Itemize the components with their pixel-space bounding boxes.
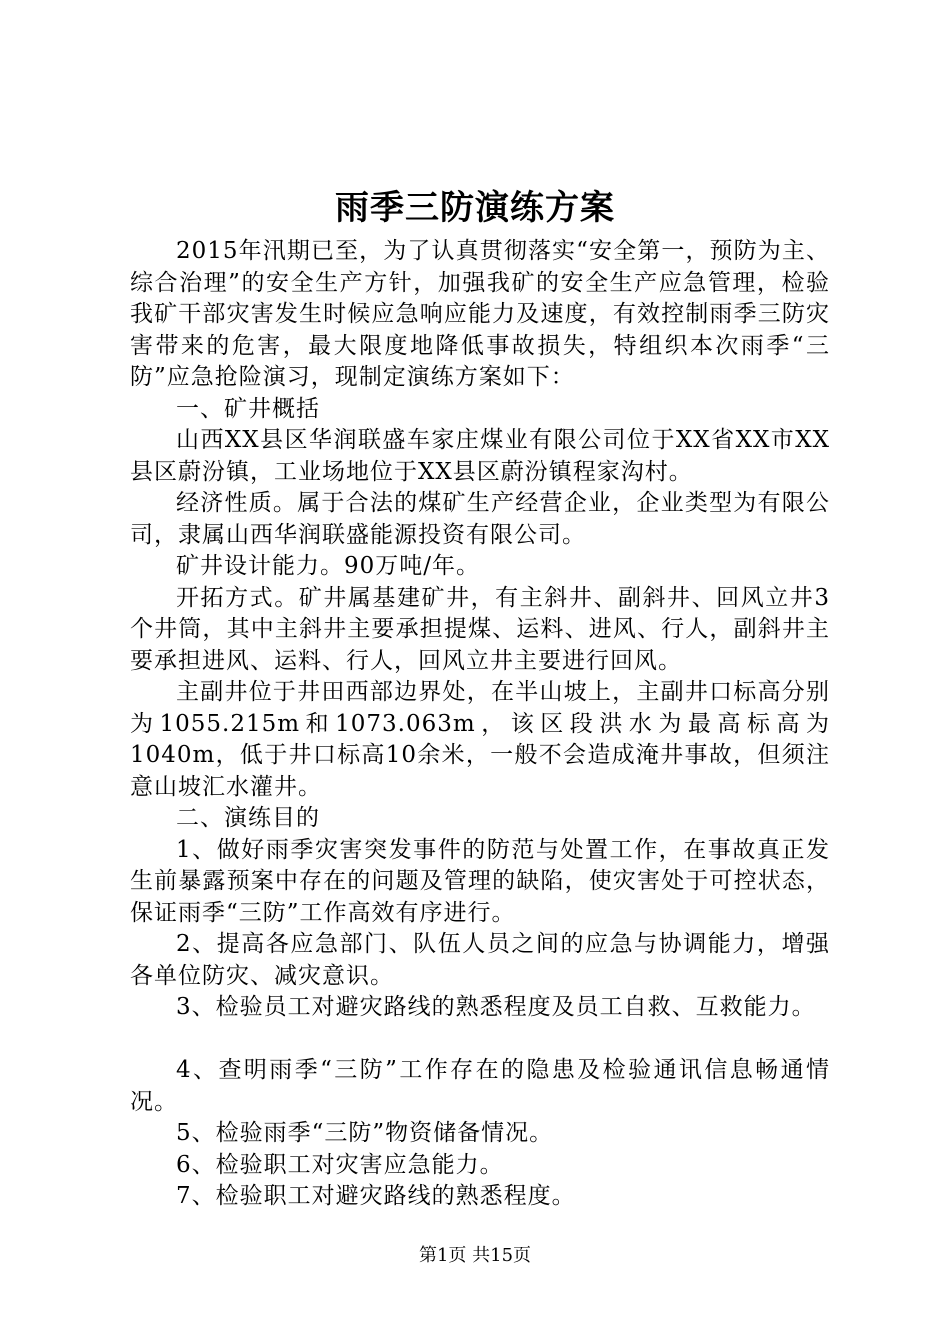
purpose-item-4: 4、查明雨季“三防”工作存在的隐患及检验通讯信息畅通情况。 xyxy=(130,1057,830,1115)
purpose-item-6: 6、检验职工对灾害应急能力。 xyxy=(176,1151,504,1178)
purpose-item-3: 3、检验员工对避灾路线的熟悉程度及员工自救、互救能力。 xyxy=(176,994,816,1020)
paragraph-shaft-elevation: 主副井位于井田西部边界处，在半山坡上，主副井口标高分别为1055.215m和1073.063m，该区段洪水为最高标高为1040m，低于井口标高10余米，一般不会造成淹井事故，但须注意山坡汇水灌井。 xyxy=(130,679,830,800)
purpose-item-1: 1、做好雨季灾害突发事件的防范与处置工作，在事故真正发生前暴露预案中存在的问题及管理的缺陷，使灾害处于可控状态，保证雨季“三防”工作高效有序进行。 xyxy=(130,836,830,926)
section-heading-mine-overview: 一、矿井概括 xyxy=(176,395,320,422)
intro-paragraph: 2015年汛期已至，为了认真贯彻落实“安全第一，预防为主、综合治理”的安全生产方针，加强我矿的安全生产应急管理，检验我矿干部灾害发生时候应急响应能力及速度，有效控制雨季三防灾害带来的危害，最大限度地降低事故损失，特组织本次雨季“三防”应急抢险演习，现制定演练方案如下： xyxy=(130,238,830,390)
paragraph-development-method: 开拓方式。矿井属基建矿井，有主斜井、副斜井、回风立井3个井筒，其中主斜井主要承担提煤、运料、进风、行人，副斜井主要承担进风、运料、行人，回风立井主要进行回风。 xyxy=(130,584,830,674)
paragraph-design-capacity: 矿井设计能力。90万吨/年。 xyxy=(176,553,481,579)
paragraph-company-location: 山西XX县区华润联盛车家庄煤业有限公司位于XX省XX市XX县区蔚汾镇，工业场地位于XX县区蔚汾镇程家沟村。 xyxy=(130,427,830,485)
section-heading-drill-purpose: 二、演练目的 xyxy=(176,805,320,831)
document-title: 雨季三防演练方案 xyxy=(335,188,615,228)
document-body xyxy=(130,236,830,1213)
purpose-item-5: 5、检验雨季“三防”物资储备情况。 xyxy=(176,1120,554,1146)
purpose-item-7: 7、检验职工对避灾路线的熟悉程度。 xyxy=(176,1183,576,1209)
purpose-item-2: 2、提高各应急部门、队伍人员之间的应急与协调能力，增强各单位防灾、减灾意识。 xyxy=(130,931,830,989)
page-number-footer: 第1页 共15页 xyxy=(418,1245,532,1266)
paragraph-economic-nature: 经济性质。属于合法的煤矿生产经营企业，企业类型为有限公司，隶属山西华润联盛能源投资有限公司。 xyxy=(130,490,830,548)
